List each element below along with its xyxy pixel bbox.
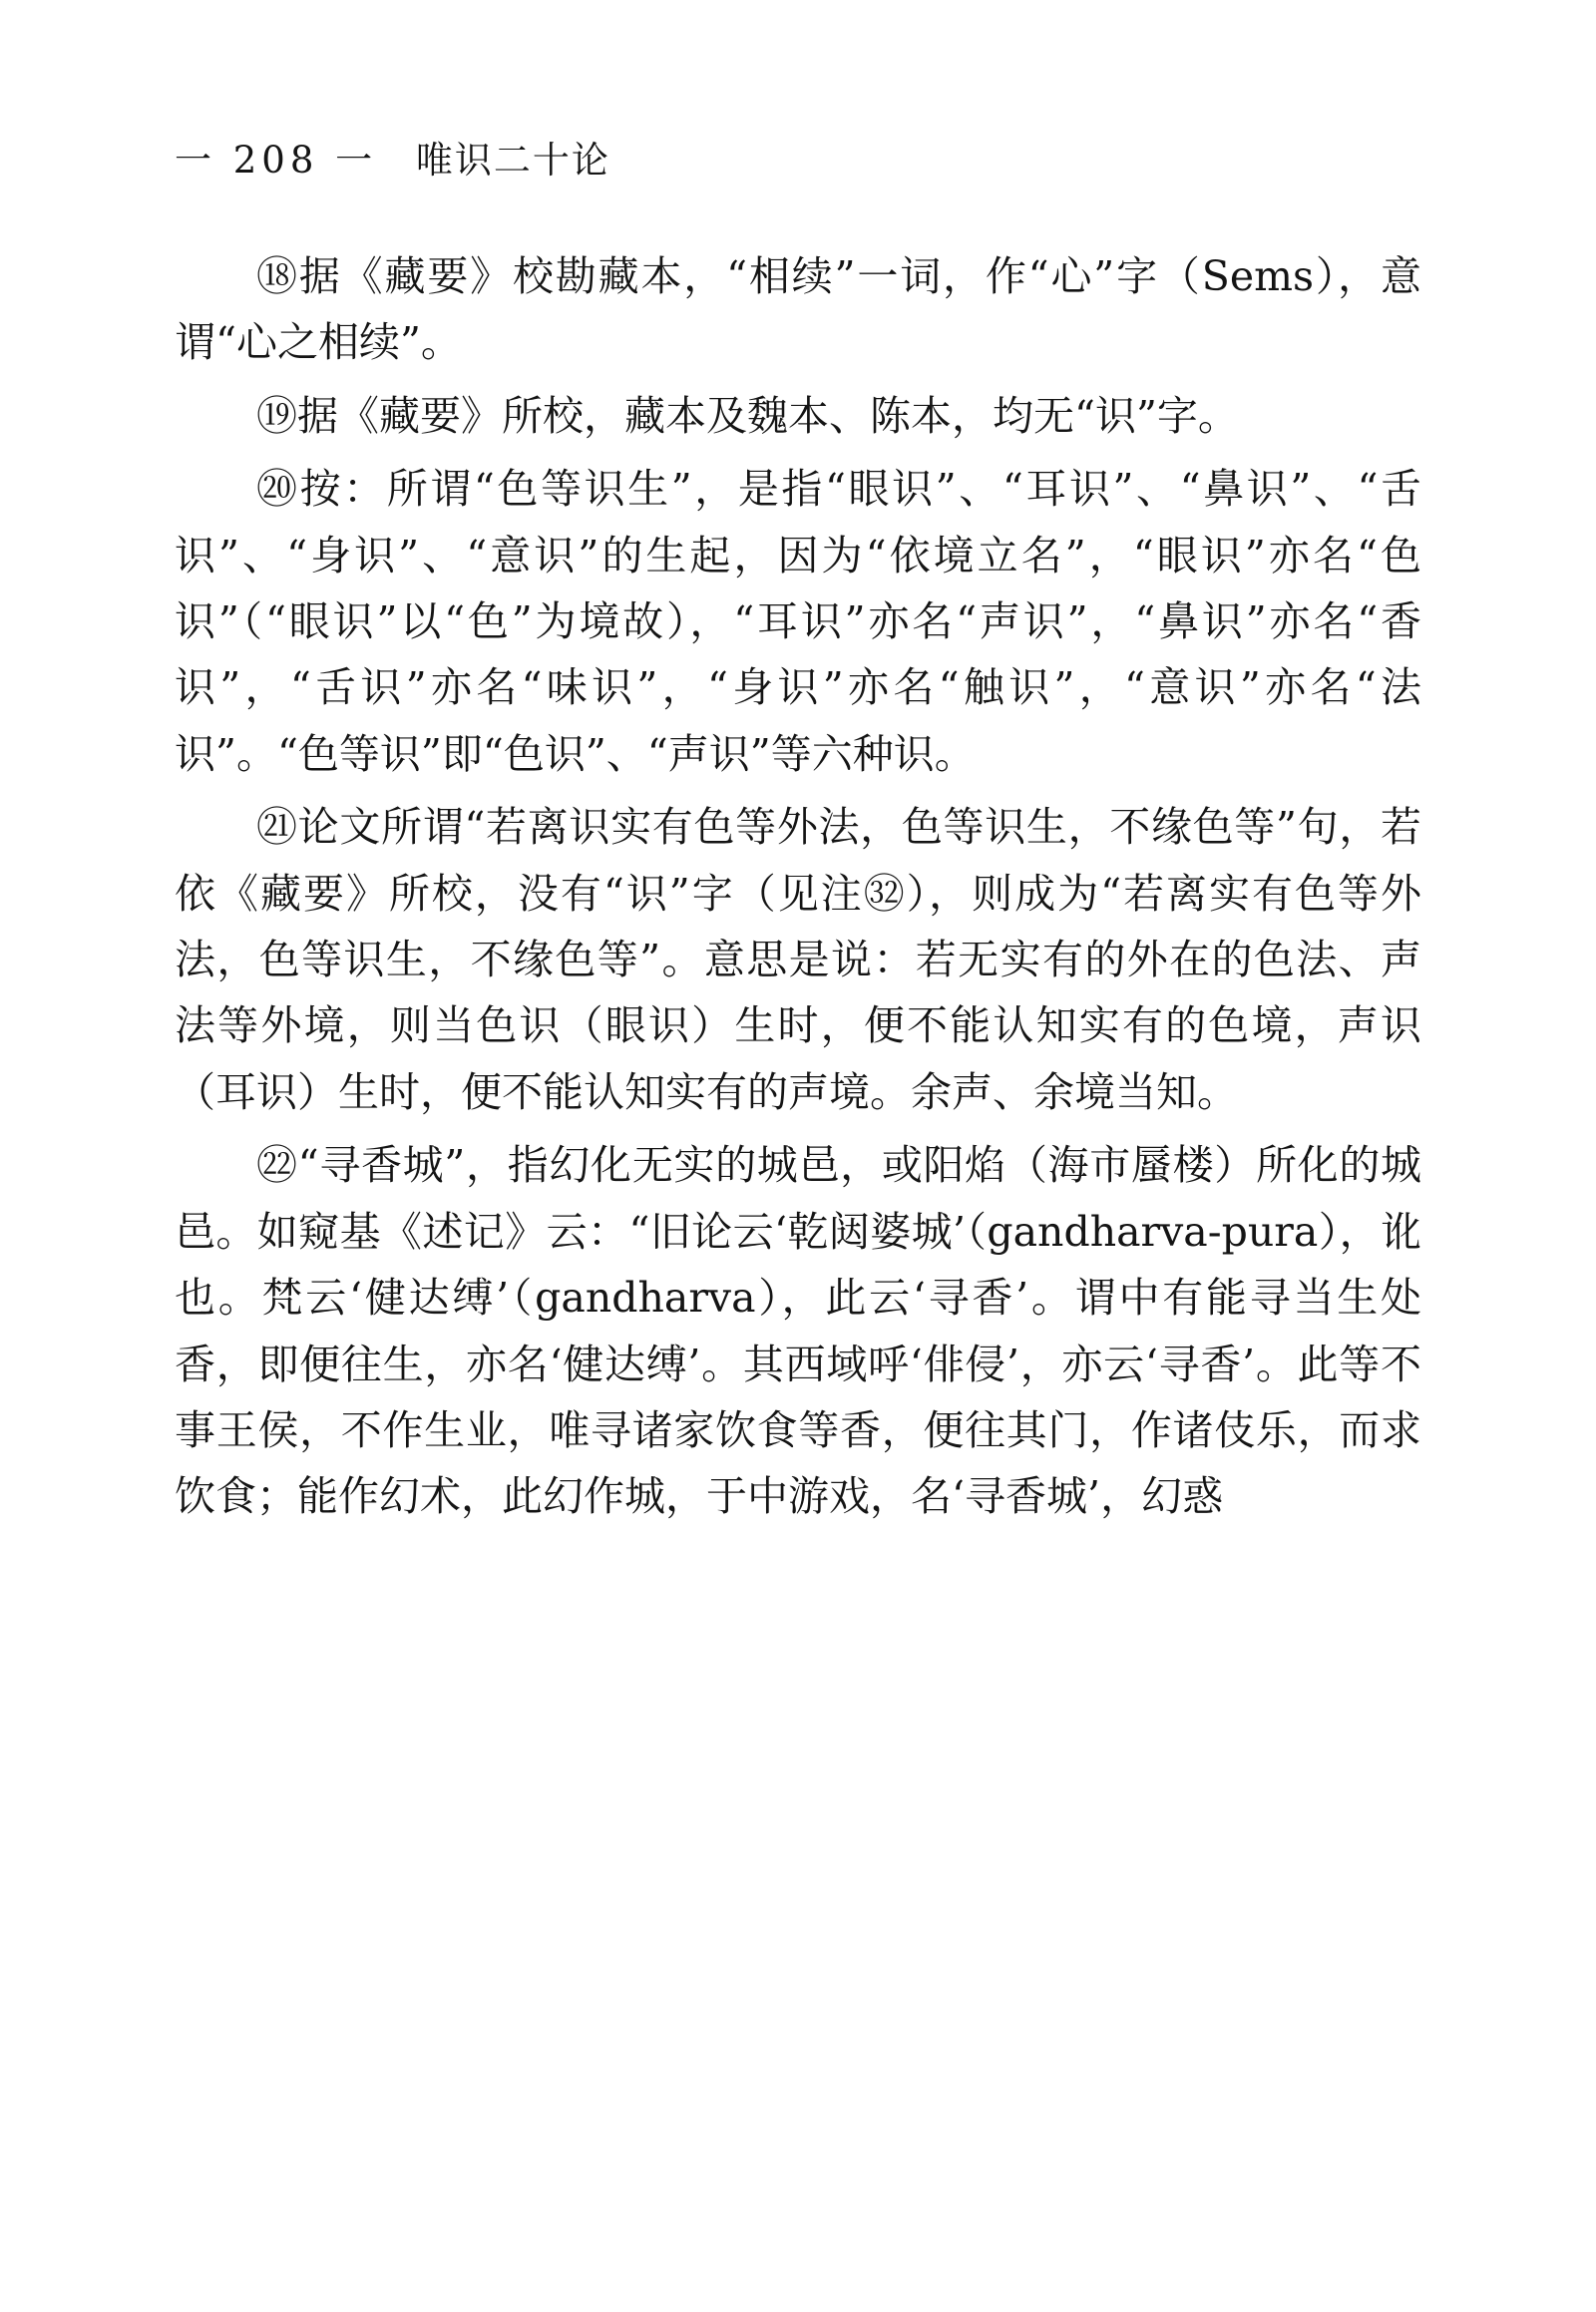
page-number: 一 208 一 <box>175 139 378 182</box>
page-body <box>175 243 1421 1530</box>
footnote-19: ⑲据《藏要》所校，藏本及魏本、陈本，均无“识”字。 <box>256 391 1239 440</box>
footnote-20: ⑳按：所谓“色等识生”，是指“眼识”、“耳识”、“鼻识”、“舌识”、“身识”、“意识”的生起，因为“依境立名”，“眼识”亦名“色识”（“眼识”以“色”为境故），“耳识”亦名“声识”，“鼻识”亦名“香识”，“舌识”亦名“味识”，“身识”亦名“触识”，“意识”亦名“法识”。“色等识”即“色识”、“声识”等六种识。 <box>175 465 1421 778</box>
page-header <box>175 130 1421 184</box>
footnote-18: ⑱据《藏要》校勘藏本，“相续”一词，作“心”字（Sems），意谓“心之相续”。 <box>175 252 1421 367</box>
footnote-22: ㉒“寻香城”，指幻化无实的城邑，或阳焰（海市蜃楼）所化的城邑。如窥基《述记》云：“旧论云‘乾闼婆城’（gandharva-pura），讹也。梵云‘健达缚’（gandharva），此云‘寻香’。谓中有能寻当生处香，即便往生，亦名‘健达缚’。其西域呼‘俳侵’，亦云‘寻香’。此等不事王侯，不作生业，唯寻诸家饮食等香，便往其门，作诸伎乐，而求饮食；能作幻术，此幻作城，于中游戏，名‘寻香城’，幻惑 <box>175 1141 1421 1521</box>
footnote-21: ㉑论文所谓“若离识实有色等外法，色等识生，不缘色等”句，若依《藏要》所校，没有“识”字（见注㉜），则成为“若离实有色等外法，色等识生，不缘色等”。意思是说：若无实有的外在的色法、声法等外境，则当色识（眼识）生时，便不能认知实有的色境，声识（耳识）生时，便不能认知实有的声境。余声、余境当知。 <box>175 803 1421 1116</box>
book-title: 唯识二十论 <box>415 139 610 182</box>
